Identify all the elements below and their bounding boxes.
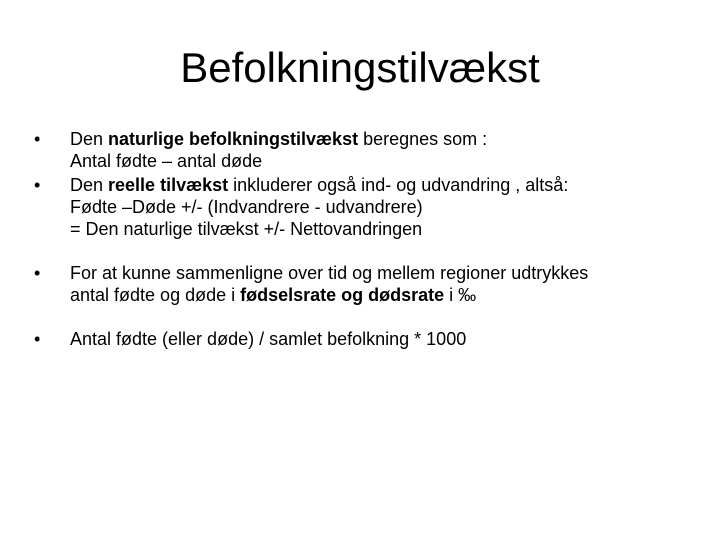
bullet-line: Antal fødte (eller døde) / samlet befolkning * 1000 (70, 329, 467, 349)
bold-term: fødselsrate og dødsrate (240, 285, 445, 305)
bullet-line: Antal fødte – antal døde (70, 151, 263, 171)
text-run: antal fødte og døde i (70, 285, 241, 305)
bullet-dot-icon: • (34, 129, 41, 149)
bullet-item-formula (34, 328, 694, 350)
bullet-item-natural-growth (34, 128, 694, 172)
text-run: inkluderer også ind- og udvandring , altså: (228, 175, 569, 195)
bullet-line: = Den naturlige tilvækst +/- Nettovandringen (70, 219, 423, 239)
bullet-dot-icon: • (34, 263, 41, 283)
bullet-item-real-growth (34, 174, 694, 240)
bullet-dot-icon: • (34, 175, 41, 195)
bullet-line (70, 284, 694, 306)
text-run: i ‰ (444, 285, 477, 305)
text-run: Den (70, 129, 109, 149)
bullet-line (70, 174, 694, 196)
bold-term: reelle tilvækst (108, 175, 229, 195)
bullet-item-rates (34, 262, 694, 306)
slide-title: Befolkningstilvækst (180, 44, 540, 91)
bullet-line: For at kunne sammenligne over tid og mellem regioner udtrykkes (70, 263, 589, 283)
bullet-dot-icon: • (34, 329, 41, 349)
bullet-list (34, 128, 694, 350)
bold-term: naturlige befolkningstilvækst (108, 129, 359, 149)
text-run: Den (70, 175, 109, 195)
bullet-line (70, 128, 694, 150)
text-run: beregnes som : (358, 129, 488, 149)
bullet-line: Fødte –Døde +/- (Indvandrere - udvandrere) (70, 197, 423, 217)
